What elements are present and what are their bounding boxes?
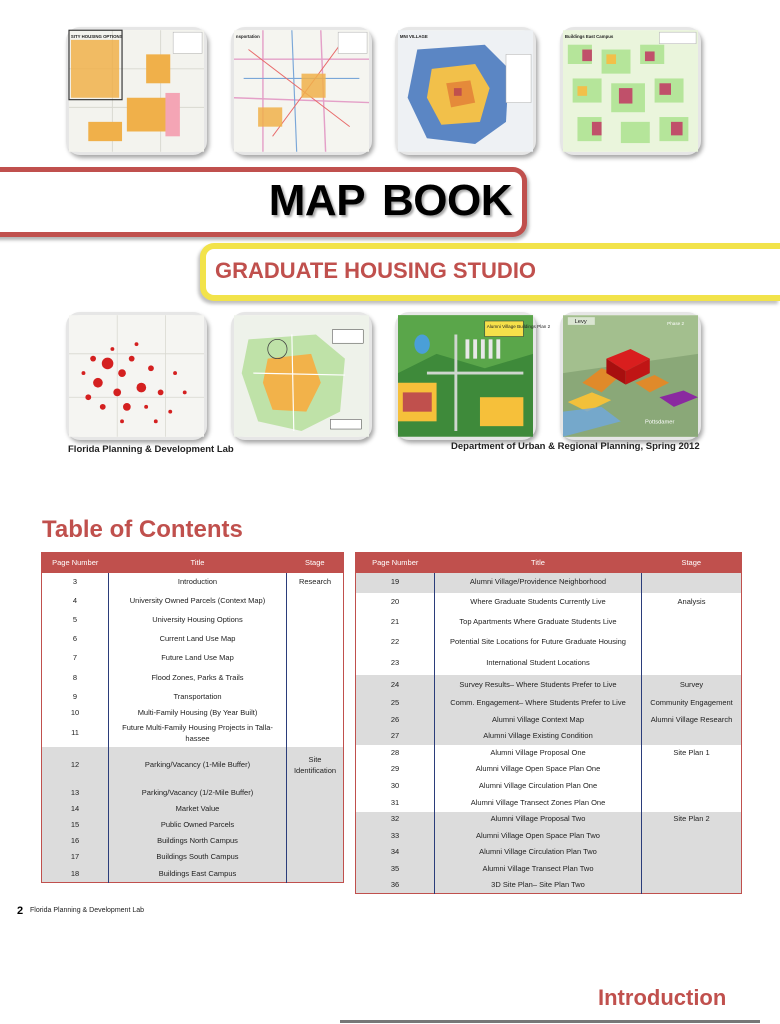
- toc-entry-title: Market Value: [109, 802, 287, 818]
- toc-entry-title: Alumni Village Transect Zones Plan One: [435, 795, 642, 812]
- toc-page-number: 6: [72, 633, 78, 643]
- toc-entry-title: 3D Site Plan– Site Plan Two: [435, 878, 642, 894]
- toc-page-number: 14: [42, 802, 109, 818]
- toc-stage: [287, 721, 344, 747]
- toc-stage: [642, 795, 742, 812]
- toc-entry-title: Buildings North Campus: [109, 834, 287, 850]
- toc-entry-title: Alumni Village Open Space Plan One: [435, 762, 642, 778]
- toc-page-number: 28: [390, 747, 400, 757]
- toc-entry-title: Buildings South Campus: [109, 850, 287, 866]
- toc-row: [42, 834, 344, 850]
- toc-row: [42, 747, 344, 785]
- toc-stage: [287, 689, 344, 707]
- footer-page-number: 2: [17, 905, 24, 917]
- toc-page-number: 23: [390, 658, 400, 668]
- map-thumbnail-housing-options: [66, 27, 207, 155]
- toc-entry-title: Alumni Village Proposal One: [435, 745, 642, 762]
- toc-page-number: 19: [356, 573, 435, 593]
- intro-heading: Introduction: [598, 985, 727, 1010]
- toc-page-number: 3: [72, 576, 78, 586]
- toc-page-number: 22: [390, 637, 400, 647]
- column-header-title: Title: [109, 553, 287, 573]
- toc-entry-title: Alumni Village Context Map: [435, 712, 642, 729]
- toc-stage: [287, 669, 344, 689]
- toc-row: [356, 696, 742, 712]
- toc-page-number: 13: [42, 785, 109, 802]
- column-header-stage: Stage: [642, 553, 742, 573]
- toc-header-row: [356, 553, 742, 573]
- toc-page-number: 33: [356, 828, 435, 845]
- toc-row: [356, 762, 742, 778]
- thumbnail-caption: nsportation: [235, 33, 260, 39]
- toc-page-number: 4: [72, 595, 78, 605]
- toc-page-number: 29: [390, 764, 400, 774]
- toc-page-number: 30: [390, 780, 400, 790]
- toc-row: [42, 850, 344, 866]
- toc-page-number: 25: [356, 696, 435, 712]
- toc-stage: [642, 861, 742, 878]
- toc-stage: [642, 828, 742, 845]
- map-thumbnail-alumni-village-plan-2: [395, 312, 551, 440]
- toc-row: [356, 712, 742, 729]
- toc-page-number: 26: [356, 712, 435, 729]
- toc-stage: [287, 834, 344, 850]
- footer-lab-name: Florida Planning & Development Lab: [30, 907, 145, 914]
- toc-row: [356, 675, 742, 696]
- toc-entry-title: Introduction: [109, 573, 287, 592]
- thumbnail-caption: MNI VILLAGE: [399, 33, 428, 39]
- map-thumbnail-3d-site-plan: [560, 312, 701, 440]
- toc-row: [356, 812, 742, 828]
- toc-row: [356, 613, 742, 633]
- toc-stage: Research: [298, 576, 332, 586]
- toc-page-number: 9: [72, 692, 78, 702]
- toc-stage: [287, 592, 344, 611]
- toc-entry-title: Alumni Village Circulation Plan Two: [435, 845, 642, 861]
- toc-row: [356, 861, 742, 878]
- toc-header-row: [42, 553, 344, 573]
- column-header-stage: Stage: [287, 553, 344, 573]
- toc-entry-title: Future Land Use Map: [109, 649, 287, 669]
- toc-page-number: 15: [42, 818, 109, 834]
- toc-entry-title: University Owned Parcels (Context Map): [109, 592, 287, 611]
- map-thumbnail-buildings-east-campus: [560, 27, 701, 155]
- column-header-page: Page Number: [356, 553, 435, 573]
- toc-row: [356, 573, 742, 593]
- toc-right-body: [356, 573, 742, 894]
- toc-page-number: 5: [72, 614, 78, 624]
- toc-stage: [642, 845, 742, 861]
- toc-page-number: 24: [356, 675, 435, 696]
- thumbnail-label-phase: Phase 2: [667, 320, 685, 326]
- toc-stage: [642, 778, 742, 795]
- toc-entry-title: Parking/Vacancy (1-Mile Buffer): [109, 747, 287, 785]
- toc-stage: [642, 878, 742, 894]
- toc-stage: [642, 613, 742, 633]
- toc-stage: [642, 653, 742, 675]
- toc-row: [42, 649, 344, 669]
- toc-table-right: [355, 552, 742, 894]
- toc-row: [42, 707, 344, 721]
- toc-page-number: 31: [390, 797, 400, 807]
- thumbnail-caption: Alumni Village Buildings Plan 2: [486, 323, 551, 329]
- toc-row: [356, 729, 742, 745]
- toc-page-number: 27: [356, 729, 435, 745]
- toc-entry-title: Potential Site Locations for Future Graduate Housing: [435, 633, 642, 653]
- toc-entry-title: Flood Zones, Parks & Trails: [109, 669, 287, 689]
- toc-stage: [287, 818, 344, 834]
- toc-stage: [642, 729, 742, 745]
- toc-entry-title: Top Apartments Where Graduate Students Live: [435, 613, 642, 633]
- toc-page-number: 10: [70, 708, 80, 718]
- toc-stage: [642, 573, 742, 593]
- thumbnail-label-levy: Levy: [574, 318, 587, 325]
- toc-entry-title: Alumni Village Proposal Two: [435, 812, 642, 828]
- toc-entry-title: Alumni Village Circulation Plan One: [435, 778, 642, 795]
- map-thumbnail-graduate-students: [66, 312, 207, 440]
- toc-row: [42, 689, 344, 707]
- page-subtitle: GRADUATE HOUSING STUDIO: [215, 258, 537, 283]
- toc-entry-title: Current Land Use Map: [109, 630, 287, 649]
- toc-page-number: 34: [356, 845, 435, 861]
- toc-page-number: 7: [72, 653, 78, 663]
- toc-page-number: 12: [42, 747, 109, 785]
- toc-stage: [287, 649, 344, 669]
- toc-stage: [642, 633, 742, 653]
- toc-row: [42, 592, 344, 611]
- toc-stage: Site Plan 2: [642, 812, 742, 828]
- toc-row: [42, 721, 344, 747]
- toc-stage: Survey: [642, 675, 742, 696]
- toc-page-number: 32: [356, 812, 435, 828]
- toc-row: [356, 878, 742, 894]
- toc-row: [356, 745, 742, 762]
- toc-page-number: 8: [72, 673, 78, 683]
- toc-stage: [287, 611, 344, 630]
- toc-page-number: 18: [42, 866, 109, 883]
- toc-row: [42, 573, 344, 592]
- thumbnail-caption: SITY HOUSING OPTIONS: [70, 33, 123, 39]
- toc-row: [356, 653, 742, 675]
- toc-stage: Site Plan 1: [673, 747, 710, 757]
- thumbnail-caption: Buildings East Campus: [564, 33, 614, 39]
- toc-entry-title: Alumni Village Existing Condition: [435, 729, 642, 745]
- toc-page-number: 11: [71, 728, 79, 738]
- map-thumbnail-alumni-village: [395, 27, 536, 155]
- toc-entry-title: Alumni Village/Providence Neighborhood: [435, 573, 642, 593]
- organization-left: Florida Planning & Development Lab: [68, 444, 234, 455]
- toc-stage: [287, 785, 344, 802]
- toc-stage: Alumni Village Research: [642, 712, 742, 729]
- toc-row: [42, 785, 344, 802]
- toc-stage: Analysis: [677, 597, 706, 607]
- toc-row: [356, 778, 742, 795]
- toc-row: [42, 802, 344, 818]
- toc-entry-title: Alumni Village Transect Plan Two: [435, 861, 642, 878]
- toc-row: [42, 611, 344, 630]
- toc-row: [356, 633, 742, 653]
- toc-left-body: [42, 573, 344, 883]
- column-header-title: Title: [435, 553, 642, 573]
- toc-page-number: 20: [390, 597, 400, 607]
- toc-stage: [287, 850, 344, 866]
- toc-heading: Table of Contents: [42, 516, 243, 543]
- toc-table-left: [41, 552, 344, 883]
- toc-page-number: 16: [42, 834, 109, 850]
- toc-row: [356, 845, 742, 861]
- toc-page-number: 35: [356, 861, 435, 878]
- toc-entry-title: Public Owned Parcels: [109, 818, 287, 834]
- toc-entry-title: International Student Locations: [435, 653, 642, 675]
- map-thumbnail-transportation: [231, 27, 372, 155]
- toc-stage: Community Engagement: [642, 696, 742, 712]
- column-header-page: Page Number: [42, 553, 109, 573]
- toc-entry-title: Buildings East Campus: [109, 866, 287, 883]
- toc-entry-title: University Housing Options: [109, 611, 287, 630]
- page-title: MAP BOOK: [268, 176, 512, 225]
- intro-text-preview: [340, 1018, 760, 1024]
- toc-row: [356, 593, 742, 613]
- toc-row: [356, 828, 742, 845]
- toc-row: [356, 795, 742, 812]
- toc-stage: [287, 630, 344, 649]
- toc-entry-title: Parking/Vacancy (1/2-Mile Buffer): [109, 785, 287, 802]
- toc-row: [42, 630, 344, 649]
- toc-stage: [287, 802, 344, 818]
- toc-row: [42, 818, 344, 834]
- organization-right: Department of Urban & Regional Planning, Spring 2012: [451, 441, 700, 452]
- toc-row: [42, 669, 344, 689]
- toc-entry-title: Comm. Engagement– Where Students Prefer to Live: [435, 696, 642, 712]
- toc-entry-title: Where Graduate Students Currently Live: [435, 593, 642, 613]
- toc-stage: Site Identification: [287, 747, 344, 785]
- toc-stage: [642, 762, 742, 778]
- toc-entry-title: Alumni Village Open Space Plan Two: [435, 828, 642, 845]
- toc-row: [42, 866, 344, 883]
- toc-entry-title: Multi-Family Housing (By Year Built): [109, 707, 287, 721]
- map-thumbnail-potential-sites: [231, 312, 372, 440]
- toc-stage: [287, 866, 344, 883]
- toc-stage: [287, 707, 344, 721]
- toc-entry-title: Survey Results– Where Students Prefer to Live: [435, 675, 642, 696]
- toc-page-number: 36: [356, 878, 435, 894]
- toc-entry-title: Transportation: [109, 689, 287, 707]
- thumbnail-label-pottsdamer: Pottsdamer: [644, 419, 675, 426]
- toc-page-number: 21: [390, 617, 400, 627]
- toc-page-number: 17: [42, 850, 109, 866]
- toc-entry-title: Future Multi-Family Housing Projects in Talla-hassee: [109, 721, 287, 747]
